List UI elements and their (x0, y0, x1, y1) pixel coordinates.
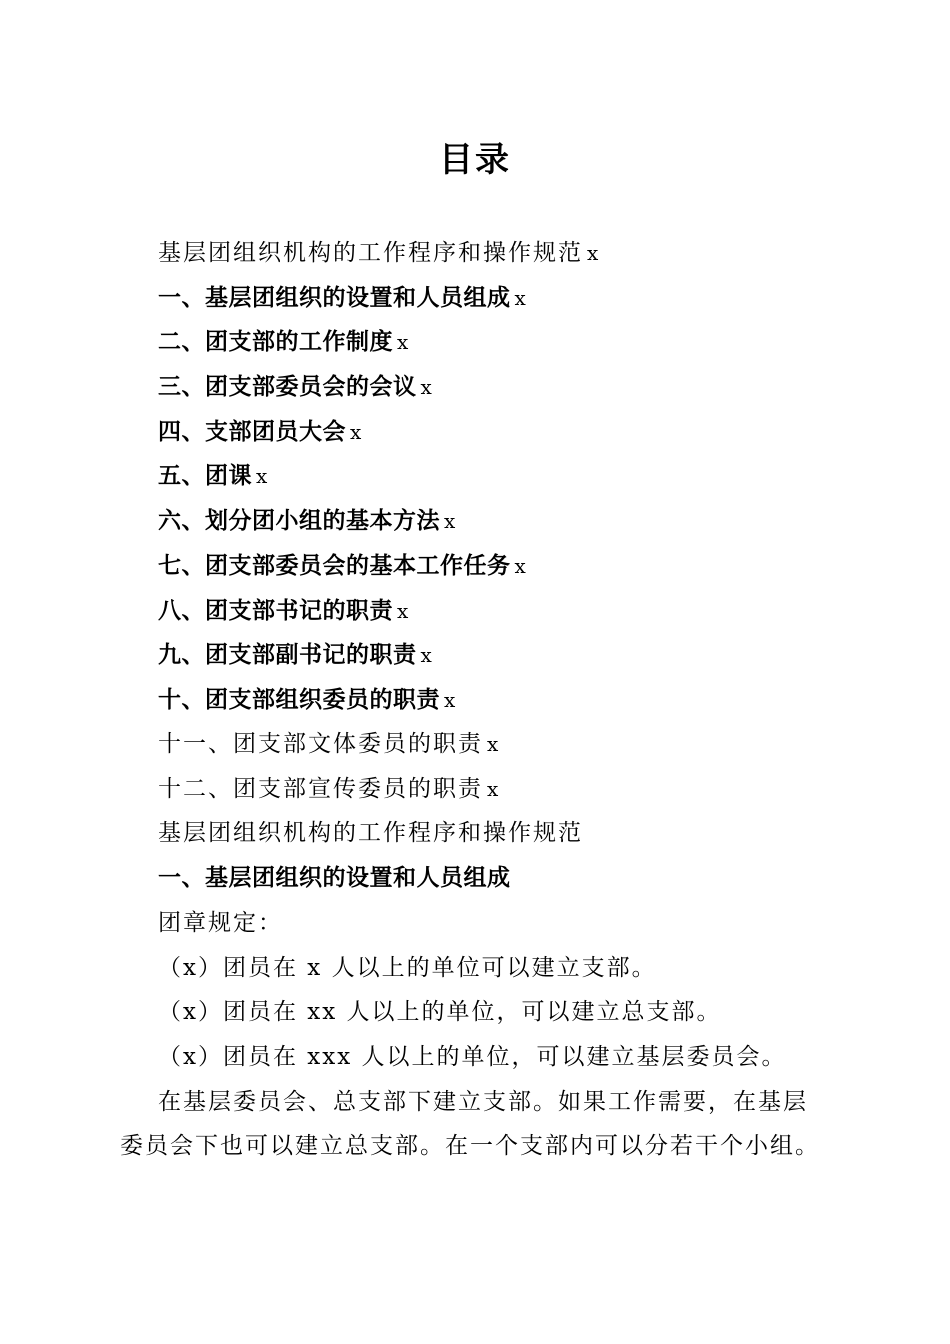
toc-entry-text: 四、支部团员大会 (158, 419, 346, 445)
toc-entry[interactable] (158, 596, 409, 626)
toc-page-number: x (514, 286, 527, 310)
toc-entry[interactable] (158, 238, 600, 268)
toc-entry[interactable] (158, 417, 362, 447)
toc-entry[interactable] (158, 327, 409, 357)
toc-entry[interactable] (158, 372, 432, 402)
charter-label: 团章规定： (158, 910, 283, 936)
toc-entry[interactable] (158, 774, 500, 804)
toc-entry-text: 十、团支部组织委员的职责 (158, 687, 440, 713)
toc-entry-text: 三、团支部委员会的会议 (158, 374, 417, 400)
toc-entry-text: 七、团支部委员会的基本工作任务 (158, 553, 511, 579)
page-title: 目录 (439, 140, 511, 180)
rule-item: （x）团员在 x 人以上的单位可以建立支部。 (158, 955, 657, 981)
toc-entry[interactable] (158, 461, 268, 491)
rule-item: （x）团员在 xx 人以上的单位，可以建立总支部。 (158, 999, 722, 1025)
toc-entry[interactable] (158, 506, 456, 536)
toc-page-number: x (444, 509, 456, 533)
document-title: 基层团组织机构的工作程序和操作规范 (158, 820, 583, 846)
toc-entry[interactable] (158, 729, 500, 759)
toc-entry[interactable] (158, 685, 456, 715)
toc-entry-text: 十二、团支部宣传委员的职责 (158, 776, 483, 802)
toc-entry-text: 二、团支部的工作制度 (158, 329, 393, 355)
toc-page-number: x (397, 599, 409, 623)
toc-page-number: x (487, 732, 501, 756)
toc-page-number: x (587, 241, 601, 265)
toc-entry-text: 五、团课 (158, 463, 252, 489)
toc-entry-text: 基层团组织机构的工作程序和操作规范 (158, 240, 583, 266)
toc-entry-text: 十一、团支部文体委员的职责 (158, 731, 483, 757)
toc-page-number: x (256, 464, 268, 488)
toc-page-number: x (397, 330, 409, 354)
toc-page-number: x (420, 643, 433, 667)
toc-entry-text: 一、基层团组织的设置和人员组成 (158, 285, 511, 311)
toc-page-number: x (514, 554, 527, 578)
toc-entry[interactable] (158, 283, 526, 313)
toc-entry-text: 九、团支部副书记的职责 (158, 642, 417, 668)
toc-page-number: x (487, 777, 501, 801)
section-heading: 一、基层团组织的设置和人员组成 (158, 865, 511, 891)
toc-entry-text: 六、划分团小组的基本方法 (158, 508, 440, 534)
rule-item: （x）团员在 xxx 人以上的单位，可以建立基层委员会。 (158, 1044, 787, 1070)
body-paragraph-line: 在基层委员会、总支部下建立支部。如果工作需要，在基层 (158, 1089, 808, 1115)
toc-page-number: x (420, 375, 433, 399)
toc-entry-text: 八、团支部书记的职责 (158, 598, 393, 624)
toc-page-number: x (350, 420, 362, 444)
toc-page-number: x (444, 688, 456, 712)
body-paragraph-line: 委员会下也可以建立总支部。在一个支部内可以分若干个小组。 (120, 1133, 820, 1159)
toc-entry[interactable] (158, 640, 432, 670)
toc-entry[interactable] (158, 551, 526, 581)
